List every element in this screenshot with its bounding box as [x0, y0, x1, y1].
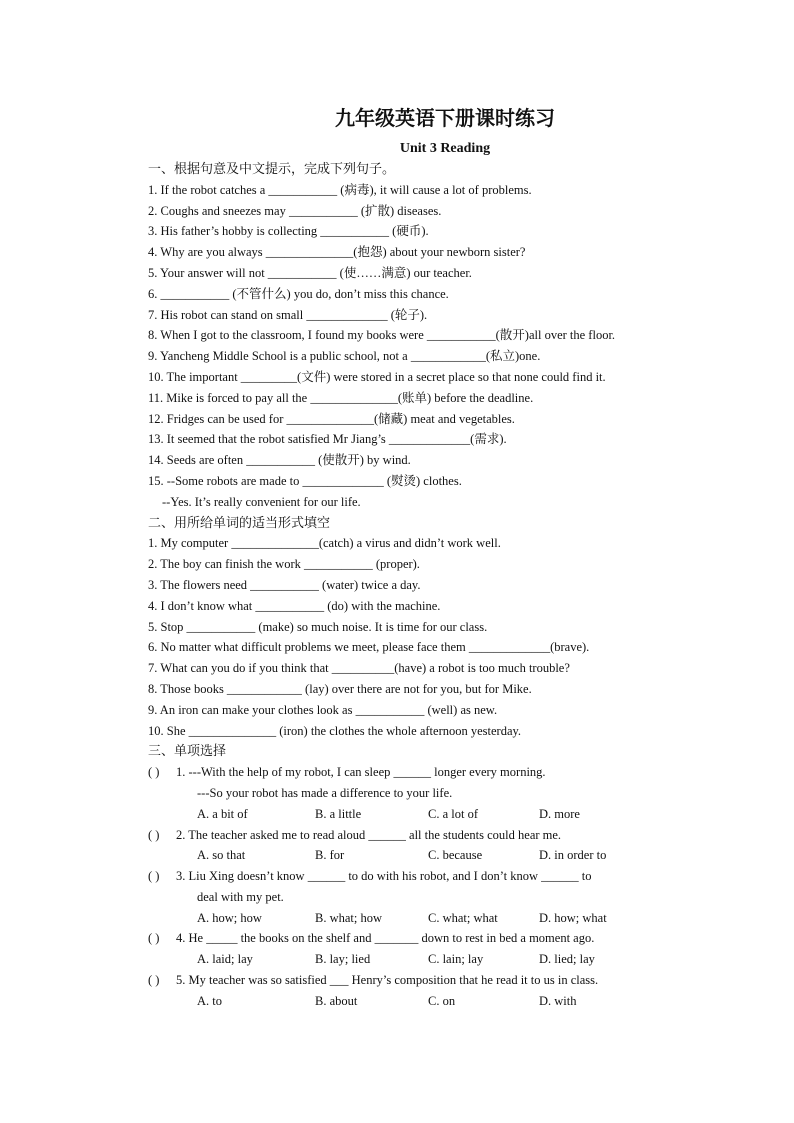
mc-question-5 [148, 970, 688, 991]
answer-blank[interactable]: ( ) [148, 765, 160, 780]
question-text: 1. ---With the help of my robot, I can sleep ______ longer every morning. [176, 765, 546, 780]
option-c: C. on [428, 993, 456, 1008]
s2-item-8: 8. Those books ____________ (lay) over there are not for you, but for Mike. [148, 681, 532, 696]
s2-item-7: 7. What can you do if you think that __________(have) a robot is too much trouble? [148, 661, 570, 676]
section3-heading: 三、单项选择 [148, 743, 227, 759]
option-a: A. a bit of [197, 806, 248, 821]
option-a: A. so that [197, 848, 246, 863]
s2-item-5: 5. Stop ___________ (make) so much noise. It is time for our class. [148, 619, 488, 634]
s1-item-15-reply: --Yes. It’s really convenient for our life. [162, 494, 361, 509]
s1-item-6: 6. ___________ (不管什么) you do, don’t miss this chance. [148, 286, 449, 301]
option-a: A. how; how [197, 910, 262, 925]
option-d: D. more [539, 806, 580, 821]
options-row [148, 845, 688, 866]
option-a: A. to [197, 993, 222, 1008]
s1-item-10: 10. The important _________(文件) were stored in a secret place so that none could find it. [148, 369, 606, 384]
options-row [148, 991, 688, 1012]
answer-blank[interactable]: ( ) [148, 869, 160, 884]
s1-item-4: 4. Why are you always ______________(抱怨) about your newborn sister? [148, 245, 526, 260]
s2-item-3: 3. The flowers need ___________ (water) twice a day. [148, 577, 421, 592]
answer-blank[interactable]: ( ) [148, 827, 160, 842]
options-row [148, 949, 688, 970]
s1-item-1: 1. If the robot catches a ___________ (病毒), it will cause a lot of problems. [148, 182, 532, 197]
option-b: B. a little [315, 806, 362, 821]
s1-item-15: 15. --Some robots are made to _____________ (熨烫) clothes. [148, 473, 462, 488]
option-c: C. a lot of [428, 806, 478, 821]
answer-blank[interactable]: ( ) [148, 931, 160, 946]
s1-item-13: 13. It seemed that the robot satisfied Mr Jiang’s _____________(需求). [148, 432, 507, 447]
option-c: C. what; what [428, 910, 498, 925]
option-a: A. laid; lay [197, 952, 253, 967]
s1-item-14: 14. Seeds are often ___________ (使散开) by wind. [148, 453, 411, 468]
option-b: B. for [315, 848, 345, 863]
mc-question-4 [148, 928, 688, 949]
question-text: 5. My teacher was so satisfied ___ Henry’s composition that he read it to us in class. [176, 973, 599, 988]
question-text: 2. The teacher asked me to read aloud ______ all the students could hear me. [176, 827, 562, 842]
answer-blank[interactable]: ( ) [148, 973, 160, 988]
options-row [148, 908, 688, 929]
s2-item-4: 4. I don’t know what ___________ (do) with the machine. [148, 598, 441, 613]
question-text-cont: deal with my pet. [197, 889, 284, 904]
option-c: C. because [428, 848, 483, 863]
s1-item-5: 5. Your answer will not ___________ (使……满意) our teacher. [148, 265, 472, 280]
option-d: D. how; what [539, 910, 607, 925]
s1-item-11: 11. Mike is forced to pay all the ______________(账单) before the deadline. [148, 390, 534, 405]
page-title: 九年级英语下册课时练习 [335, 108, 555, 130]
s2-item-2: 2. The boy can finish the work ___________ (proper). [148, 557, 420, 572]
question-text-cont: ---So your robot has made a difference to your life. [197, 785, 453, 800]
option-d: D. with [539, 993, 577, 1008]
option-b: B. what; how [315, 910, 383, 925]
s1-item-12: 12. Fridges can be used for ______________(储藏) meat and vegetables. [148, 411, 515, 426]
section1-heading: 一、根据句意及中文提示，完成下列句子。 [148, 161, 396, 176]
mc-question-3 [148, 866, 688, 887]
options-row [148, 804, 688, 825]
s1-item-3: 3. His father’s hobby is collecting ___________ (硬币). [148, 224, 429, 239]
option-b: B. lay; lied [315, 952, 371, 967]
question-text: 4. He _____ the books on the shelf and _______ down to rest in bed a moment ago. [176, 931, 595, 946]
option-b: B. about [315, 993, 358, 1008]
s1-item-2: 2. Coughs and sneezes may ___________ (扩散) diseases. [148, 203, 442, 218]
page-subtitle: Unit 3 Reading [399, 141, 491, 156]
mc-question-2 [148, 825, 688, 846]
question-text: 3. Liu Xing doesn’t know ______ to do with his robot, and I don’t know ______ to [176, 869, 592, 884]
option-d: D. lied; lay [539, 952, 595, 967]
section2-heading: 二、用所给单词的适当形式填空 [148, 514, 331, 530]
option-d: D. in order to [539, 848, 607, 863]
mc-question-1 [148, 762, 688, 783]
worksheet-content [148, 104, 688, 1012]
s2-item-10: 10. She ______________ (iron) the clothes the whole afternoon yesterday. [148, 723, 522, 738]
s1-item-8: 8. When I got to the classroom, I found my books were ___________(散开)all over the floor. [148, 328, 616, 343]
option-c: C. lain; lay [428, 952, 484, 967]
s1-item-7: 7. His robot can stand on small _____________ (轮子). [148, 307, 428, 322]
s2-item-9: 9. An iron can make your clothes look as ___________ (well) as new. [148, 702, 498, 717]
s2-item-1: 1. My computer ______________(catch) a virus and didn’t work well. [148, 536, 501, 551]
s2-item-6: 6. No matter what difficult problems we meet, please face them _____________(brave). [148, 640, 590, 655]
s1-item-9: 9. Yancheng Middle School is a public school, not a ____________(私立)one. [148, 349, 541, 364]
